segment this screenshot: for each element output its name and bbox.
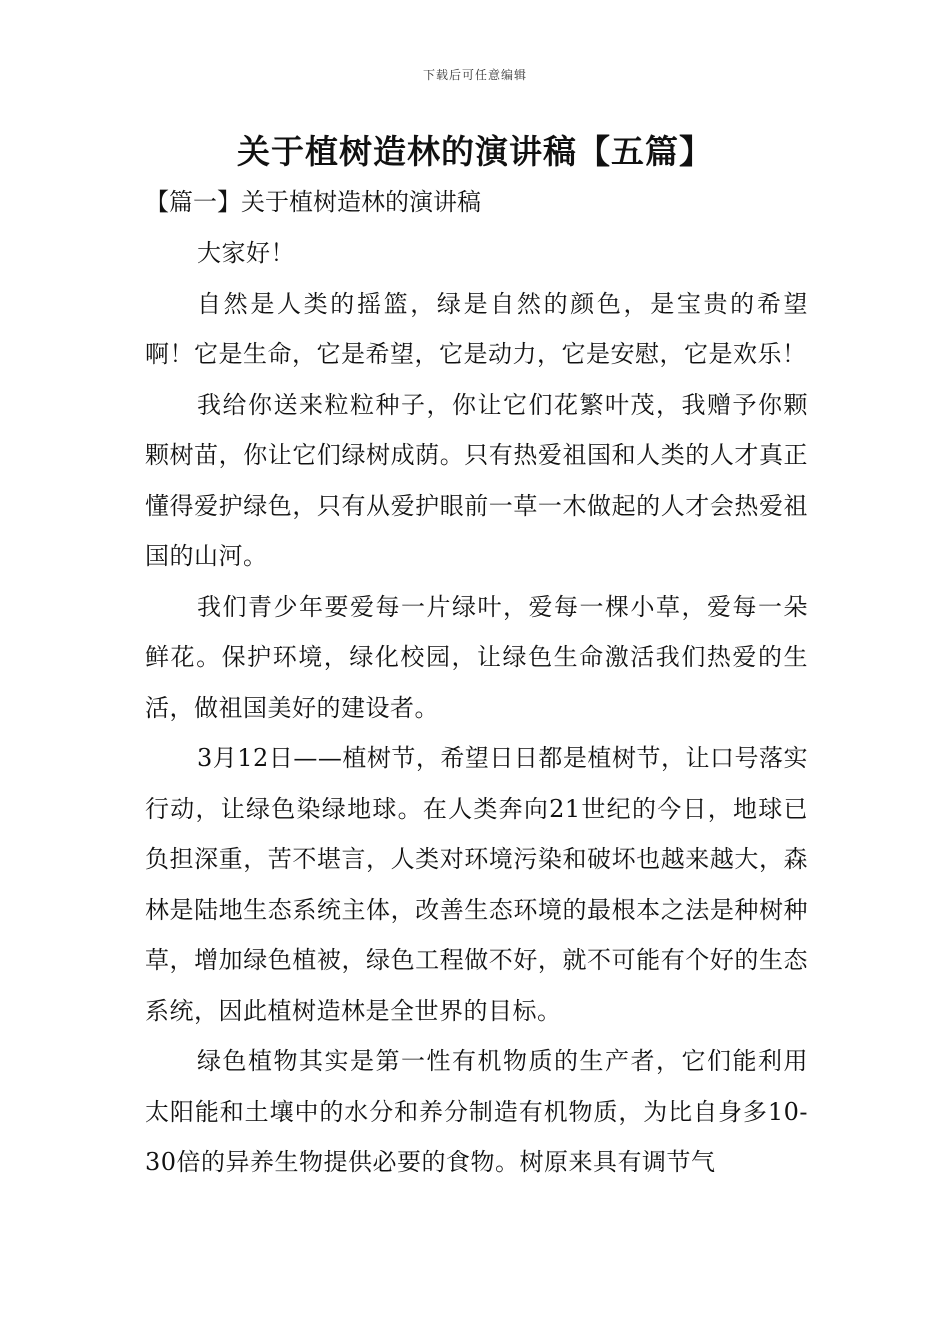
header-note: 下载后可任意编辑 <box>422 68 527 82</box>
greeting-paragraph: 大家好！ <box>197 239 295 267</box>
body-paragraph: 自然是人类的摇篮，绿是自然的颜色，是宝贵的希望啊！它是生命，它是希望，它是动力，它是安慰，它是欢乐！ <box>145 289 808 368</box>
body-paragraph: 我给你送来粒粒种子，你让它们花繁叶茂，我赠予你颗颗树苗，你让它们绿树成荫。只有热爱祖国和人类的人才真正懂得爱护绿色，只有从爱护眼前一草一木做起的人才会热爱祖国的山河。 <box>145 390 808 570</box>
body-paragraph: 3月12日——植树节，希望日日都是植树节，让口号落实行动，让绿色染绿地球。在人类奔向21世纪的今日，地球已负担深重，苦不堪言，人类对环境污染和破坏也越来越大，森林是陆地生态系统主体，改善生态环境的最根本之法是种树种草，增加绿色植被，绿色工程做不好，就不可能有个好的生态系统，因此植树造林是全世界的目标。 <box>145 744 808 1025</box>
document-title: 关于植树造林的演讲稿【五篇】 <box>237 132 713 171</box>
document-body <box>145 228 808 1188</box>
body-paragraph: 绿色植物其实是第一性有机物质的生产者，它们能利用太阳能和土壤中的水分和养分制造有机物质，为比自身多10-30倍的异养生物提供必要的食物。树原来具有调节气 <box>145 1047 808 1176</box>
section-heading: 【篇一】关于植树造林的演讲稿 <box>145 188 481 216</box>
body-paragraph: 我们青少年要爱每一片绿叶，爱每一棵小草，爱每一朵鲜花。保护环境，绿化校园，让绿色生命激活我们热爱的生活，做祖国美好的建设者。 <box>145 592 808 722</box>
